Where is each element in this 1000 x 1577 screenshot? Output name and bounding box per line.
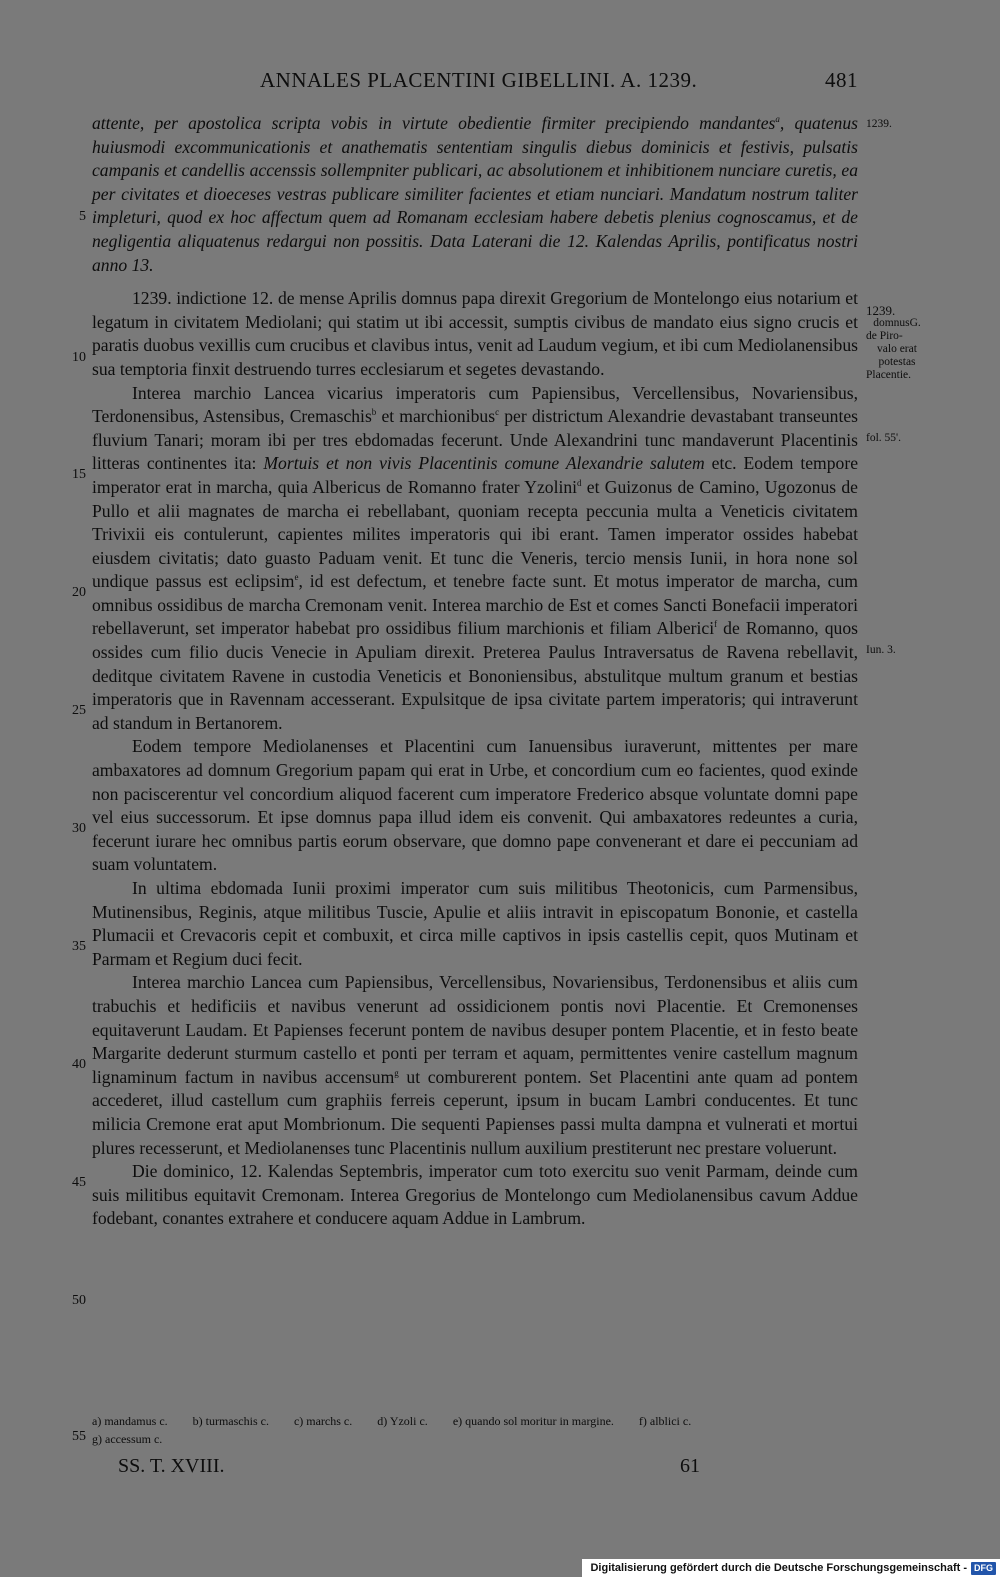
- footnote-marker: a: [775, 114, 780, 125]
- line-number: 10: [72, 350, 86, 365]
- line-number: 45: [72, 1175, 86, 1190]
- footnote-c: c) marchs c.: [293, 1414, 353, 1428]
- footnote-e: e) quando sol moritur in margine.: [452, 1414, 614, 1428]
- header-title: ANNALES PLACENTINI GIBELLINI. A. 1239.: [260, 68, 698, 92]
- main-text: [92, 112, 858, 1231]
- footnote-marker: d: [577, 478, 582, 489]
- margin-potestas-note: 1239. domnusG. de Piro- valo erat potestas Placentie.: [866, 303, 921, 381]
- line-number: 30: [72, 821, 86, 836]
- line-number: 55: [72, 1429, 86, 1444]
- paragraph-mediolanenses: Eodem tempore Mediolanenses et Placentini cum Ianuensibus iuraverunt, mittentes per mare ambaxatores ad domnum Gregorium papam qui erat in Urbe, et concordium cum eo facientes, quod exinde non paciscerentur vel concordium aliquod facerent cum imperatore Frederico absque voluntate domni pape vel eius successorum. Et ipse domnus papa illud idem eis convenit. Qui ambaxatores redeuntes a curia, fecerunt iurare hec omnibus partis eorum observare, que domno pape convenerant et dare ei peccuniam ad suam voluntatem.: [92, 736, 858, 875]
- paragraph-iunii: In ultima ebdomada Iunii proximi imperator cum suis militibus Theotonicis, cum Parmensibus, Mutinensibus, Reginis, atque militibus Tuscie, Apulie et aliis intravit in episcopatum Bononie, et castella Plumacii et Crevacoris cepit et combuxit, et circa mille captivos in ipsis castellis cepit, quos Mutinam et Parmam et Regium duci fecit.: [92, 878, 858, 969]
- line-number: 20: [72, 585, 86, 600]
- footnote-marker: g: [394, 1067, 399, 1078]
- volume-signature: SS. T. XVIII.: [118, 1455, 225, 1477]
- line-number: 15: [72, 467, 86, 482]
- footnote-marker: c: [495, 407, 500, 418]
- page-number: 481: [825, 68, 858, 92]
- footnote-g: g) accessum c.: [92, 1432, 163, 1446]
- margin-date-note: Iun. 3.: [866, 644, 896, 656]
- footnotes: [92, 1412, 862, 1448]
- paragraph-lancea: Interea marchio Lancea vicarius imperatoris cum Papiensibus, Vercellensibus, Novariensibus, Terdonensibus, Astensibus, Cremaschis$^b$ et marchionibus$^c$ per districtum Alexandrie devastabant transeuntes fluvium Tanari; moram ibi per tres ebdomadas fecerunt. Unde Alexandrini tunc mandaverunt Placentinis litteras continentes ita: Mortuis et non vivis Placentinis comune Alexandrie salutem etc. Eodem tempore imperator erat in marcha, quia Albericus de Romanno frater Yzolini$^d$ et Guizonus de Camino, Ugozonus de Pullo et alii magnates de marcha ei rebellabant, quoniam recepta peccunia multa a Veneticis civitatem Trivixii eis contulerunt, capientes milites imperatoris qui ibi erant. Tamen imperator ossides habebat eiusdem civitatis; dato guasto Paduam venit. Et tunc die Veneris, tercio mensis Iunii, in hora none sol undique passus est eclipsim$^e$, id est defectum, et tenebre facte sunt. Et motus imperator de marcha, cum omnibus ossidibus de marcha Cremonam venit. Interea marchio de Est et comes Sancti Bonefacii imperatori rebellaverunt, set imperator habebat pro ossidibus filium marchionis et filiam Alberici$^f$ de Romanno, quos ossides cum filio ducis Venecie in Apuliam direxit. Preterea Paulus Intraversatus de Ravena rebellavit, deditque civitatem Ravene in custodia Veneticis et Bononiensibus, abstulitque multum granum et bestias imperatoris que in Ravennam accesserant. Expulsitque de ipsa civitate partem imperatoris; qui intraverunt ad standum in Bertanorem.: [92, 382, 858, 733]
- footnote-marker: e: [294, 572, 299, 583]
- line-number: 35: [72, 939, 86, 954]
- footnote-marker: f: [714, 619, 718, 630]
- footnote-b: b) turmaschis c.: [192, 1414, 269, 1428]
- paragraph-pontis-novi: Interea marchio Lancea cum Papiensibus, Vercellensibus, Novariensibus, Terdonensibus et aliis cum trabuchis et hedificiis et navibus venerunt ad ossidicionem pontis novi Placentie. Et Cremonenses equitaverunt Laudam. Et Papienses fecerunt pontem de navibus desuper pontem Placentie, et in festo beate Margarite dederunt sturmum castello et ponti per terram et aquam, permittentes venire castellum magnum lignaminum factum in navibus accensum$^g$ ut comburerent pontem. Set Placentini ante quam ad pontem accederet, illud castellum cum graphiis ferreis ceperunt, ipsum in bucam Lambri conducentes. Et tunc milicia Cremone erat aput Mombrionum. Die sequenti Papienses passi multa dampna et vulnerati et mortui plures recesserunt, et Mediolanenses tunc Placentinis nullum auxilium prestiterunt nec prestare voluerunt.: [92, 972, 858, 1158]
- margin-year-note: 1239.: [866, 118, 892, 130]
- line-number: 5: [79, 209, 86, 224]
- quoted-salutation: Mortuis et non vivis Placentinis comune Alexandrie salutem: [263, 453, 705, 474]
- funding-notice: [582, 1559, 1000, 1577]
- dfg-logo: DFG: [971, 1562, 996, 1575]
- footnote-d: d) Yzoli c.: [377, 1414, 428, 1428]
- funding-text: Digitalisierung gefördert durch die Deutsche Forschungsgemeinschaft -: [590, 1562, 967, 1574]
- footnote-a: a) mandamus c.: [92, 1414, 168, 1428]
- sheet-number: 61: [680, 1455, 700, 1477]
- margin-folio-note: fol. 55'.: [866, 432, 901, 444]
- footnote-f: f) alblici c.: [638, 1414, 692, 1428]
- paragraph-letter-end: attente, per apostolica scripta vobis in virtute obedientie firmiter precipiendo mandantes$^a$, quatenus huiusmodi excommunicationis et anathematis sententiam singulis diebus dominicis et festivis, pulsatis campanis et candellis accenssis sollempniter publicari, ac absolutionem et inhibitionem nunciare curetis, ea per civitates et dioeceses vestras publicare similiter facientes et etiam nunciari. Mandatum nostrum taliter impleturi, quod ex hoc affectum quem ad Romanam ecclesiam habere debetis plenius cognoscamus, et de negligentia aliquatenus redargui non possitis. Data Laterani die 12. Kalendas Aprilis, pontificatus nostri anno 13.: [92, 113, 858, 275]
- line-number: 50: [72, 1293, 86, 1308]
- paragraph-1239: 1239. indictione 12. de mense Aprilis domnus papa direxit Gregorium de Montelongo eius notarium et legatum in civitatem Mediolani; qui statim ut ibi accessit, sumptis civibus de mandato eius signo crucis et paratis duobus vexillis cum crucibus et clavibus intus, venit ad Laudum vegium, et ibi cum Mediolanensibus sua temptoria finxit destruendo turres ecclesiarum et segetes devastando.: [92, 288, 858, 379]
- footnote-marker: b: [371, 407, 377, 418]
- paragraph-dominico: Die dominico, 12. Kalendas Septembris, imperator cum toto exercitu suo venit Parmam, deinde cum suis militibus equitavit Cremonam. Interea Gregorius de Montelongo cum Mediolanensibus cavum Addue fodebant, conantes extrahere et conducere aquam Addue in Lambrum.: [92, 1161, 858, 1229]
- line-number: 25: [72, 703, 86, 718]
- line-number: 40: [72, 1057, 86, 1072]
